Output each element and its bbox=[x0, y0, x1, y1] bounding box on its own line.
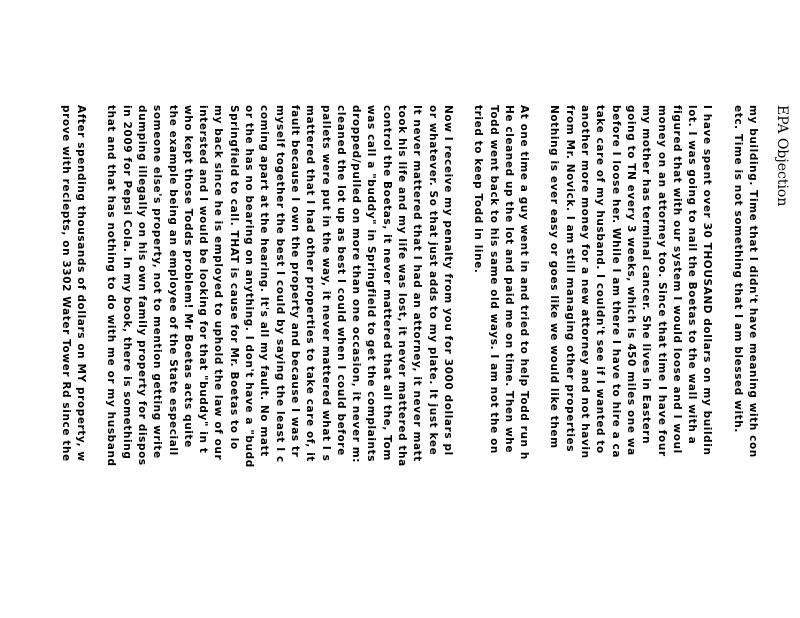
text-line: another more money for a new attorney and not havin bbox=[579, 105, 592, 459]
text-line: figured that with our system I would loose and I woul bbox=[670, 105, 683, 454]
text-line: coming apart at the hearing. It's all my fault. No matt bbox=[258, 105, 271, 457]
text-line: my mother has terminal cancer. She lives in Eastern bbox=[640, 105, 653, 445]
text-line: myself together the best I could by saying the least I c bbox=[273, 105, 286, 463]
text-line: mattered that I had other properties to take care of, it bbox=[304, 105, 317, 463]
text-line: control the Boetas, it never mattered that all the, Tom bbox=[380, 105, 393, 461]
text-line: take care of my husband. I couldn't see if I wanted to bbox=[594, 105, 607, 454]
text-line: someone else's property, not to mention getting write bbox=[151, 105, 164, 459]
text-line: Springfield to call. THAT is cause for Mr. Boetas to lo bbox=[227, 105, 240, 450]
text-line: He cleaned up the lot and paid me on time. Then whe bbox=[502, 105, 515, 454]
text-line: money on an attorney too. Since that time I have four bbox=[655, 105, 668, 457]
paragraph bbox=[729, 105, 760, 618]
text-line: At one time a guy went in and tried to help Todd run h bbox=[518, 105, 531, 460]
text-line: dropped/pulled on more than one occasion, it never m: bbox=[350, 105, 363, 464]
paragraph bbox=[546, 105, 714, 618]
text-line: my building. Time that I didn't have meaning with con bbox=[747, 105, 759, 458]
text-line: the example being an employee of the State especiall bbox=[166, 105, 179, 456]
text-line: etc. Time is not something that I am blessed with. bbox=[731, 105, 744, 433]
text-line: It never mattered that I had an attorney, it never matt bbox=[411, 105, 424, 462]
text-line: from Mr. Novick. I am still managing other properties bbox=[563, 105, 576, 453]
text-line: tried to keep Todd in line. bbox=[472, 105, 485, 274]
text-line: I have spent over 30 THOUSAND dollars on my buildin bbox=[701, 105, 714, 456]
paragraph bbox=[103, 105, 455, 618]
text-line: who kept those Todds problem! Mr Boetas acts quite bbox=[181, 105, 194, 448]
text-line: fault because I own the property and because I was tr bbox=[288, 105, 301, 458]
text-line: Nothing is ever easy or goes like we would like them bbox=[548, 105, 561, 449]
text-line: or the has no bearing on anything. I don't have a "budd bbox=[243, 105, 256, 468]
text-line: intersted and I would be looking for that "buddy" in t bbox=[197, 105, 210, 454]
text-line: in 2009 for Pepsi Cola. In my book, there is something bbox=[120, 105, 133, 460]
text-line: my back since he is employed to uphold the law of our bbox=[212, 105, 225, 461]
text-line: pallets were put in the way, it never mattered what I s bbox=[319, 105, 332, 462]
text-line: or whatever. So that just adds to my plate. It just kee bbox=[426, 105, 439, 456]
document-body bbox=[58, 105, 760, 618]
text-line: dumping illegally on his own family property for dispos bbox=[136, 105, 149, 466]
text-line: Now I receive my penalty from you for 3000 dollars pl bbox=[441, 105, 454, 456]
document-title: EPA Objection bbox=[774, 105, 790, 207]
text-line: cleaned the lot up as best I could when I could before bbox=[334, 105, 347, 456]
text-line: was call a "buddy" in Springfield to get the complaints bbox=[365, 105, 378, 463]
text-line: lot. I was going to nail the Boetas to the wall with a bbox=[686, 105, 699, 445]
text-line: After spending thousands of dollars on MY property, w bbox=[75, 105, 88, 462]
text-line: prove with reciepts, on 3302 Water Tower Rd since the bbox=[59, 105, 72, 462]
paragraph bbox=[58, 105, 89, 618]
rotated-document bbox=[43, 105, 790, 618]
text-line: that and that has nothing to do with me or my husband bbox=[105, 105, 118, 467]
text-line: before I loose her. While I am there I have to hire a ca bbox=[609, 105, 622, 459]
text-line: Todd went back to his same old ways. I am not the on bbox=[487, 105, 500, 454]
text-line: took his life and my life was lost, it never mattered tha bbox=[396, 105, 409, 467]
text-line: going to TN every 3 weeks, which is 450 miles one wa bbox=[624, 105, 637, 456]
paragraph bbox=[470, 105, 531, 618]
